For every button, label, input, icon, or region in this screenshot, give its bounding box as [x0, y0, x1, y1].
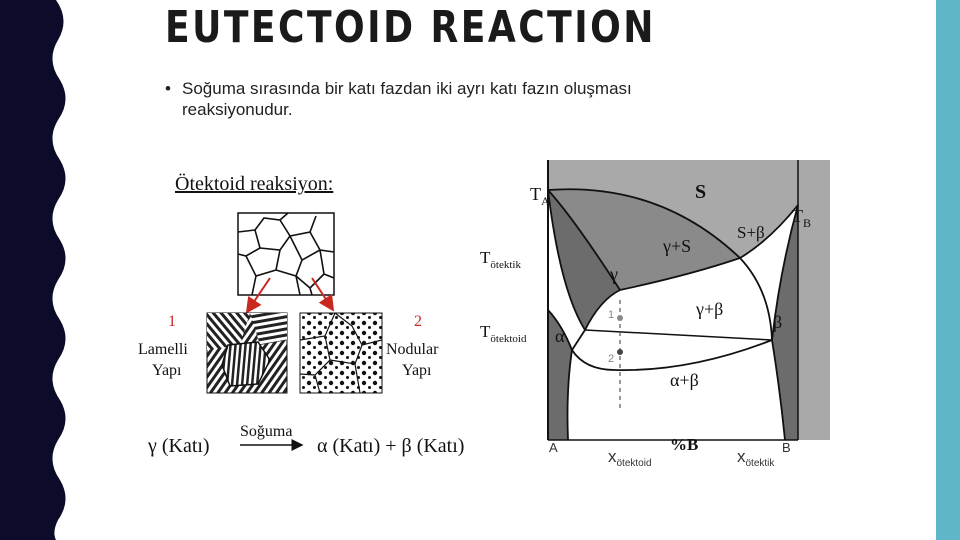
axis-percent-b-label: %B	[670, 435, 699, 454]
nodular-label-line-2: Yapı	[402, 362, 432, 379]
region-gamma-beta-label: γ+β	[696, 299, 724, 319]
nodular-structure-image	[300, 313, 382, 393]
region-alpha-label: α	[555, 326, 565, 346]
marker-2: 2	[414, 313, 422, 330]
t-eutectoid-label: $T_{ötektoid}$	[480, 322, 527, 345]
reaction-arrow-label: Soğuma	[240, 423, 293, 440]
left-decorative-strip	[0, 0, 72, 540]
region-gamma-label: γ	[610, 264, 618, 284]
tb-label: $T_B$	[792, 206, 812, 230]
x-eutectic-label: $x_{ötektik}$	[737, 447, 775, 469]
point-1-dot	[617, 315, 623, 321]
ta-label: $T_A$	[530, 184, 550, 208]
marker-1: 1	[168, 313, 176, 330]
nodular-label-line-1: Nodular	[386, 341, 439, 358]
axis-a-label: A	[549, 440, 558, 455]
lamellar-label-line-2: Yapı	[152, 362, 182, 379]
bullet-marker: •	[165, 79, 171, 98]
bullet-point	[165, 78, 745, 120]
point-2-label: 2	[608, 353, 615, 365]
x-eutectoid-label: $x_{ötektoid}$	[608, 447, 652, 469]
region-beta-label: β	[773, 312, 783, 332]
region-s-beta-label: S+β	[737, 223, 765, 242]
lamellar-structure-image	[207, 313, 287, 393]
reaction-reactant: γ (Katı)	[148, 435, 210, 457]
region-gamma-s-label: γ+S	[663, 236, 692, 256]
region-alpha-beta-label: α+β	[670, 370, 699, 390]
reaction-products: α (Katı) + β (Katı)	[317, 435, 465, 457]
axis-b-label: B	[782, 440, 791, 455]
bullet-text: Soğuma sırasında bir katı fazdan iki ayrı katı fazın oluşması reaksiyonudur.	[182, 79, 632, 119]
eutectoid-figure	[130, 160, 830, 470]
slide-title: EUTECTOID REACTION	[165, 2, 656, 53]
t-eutectic-label: $T_{ötektik}$	[480, 248, 521, 271]
eutectoid-heading: Ötektoid reaksiyon:	[175, 173, 334, 195]
lamellar-label-line-1: Lamelli	[138, 341, 188, 358]
point-2-dot	[617, 349, 623, 355]
point-1-label: 1	[608, 309, 615, 321]
gamma-grains-image	[238, 213, 334, 295]
region-s-label: S	[695, 181, 707, 203]
right-accent-strip	[936, 0, 960, 540]
